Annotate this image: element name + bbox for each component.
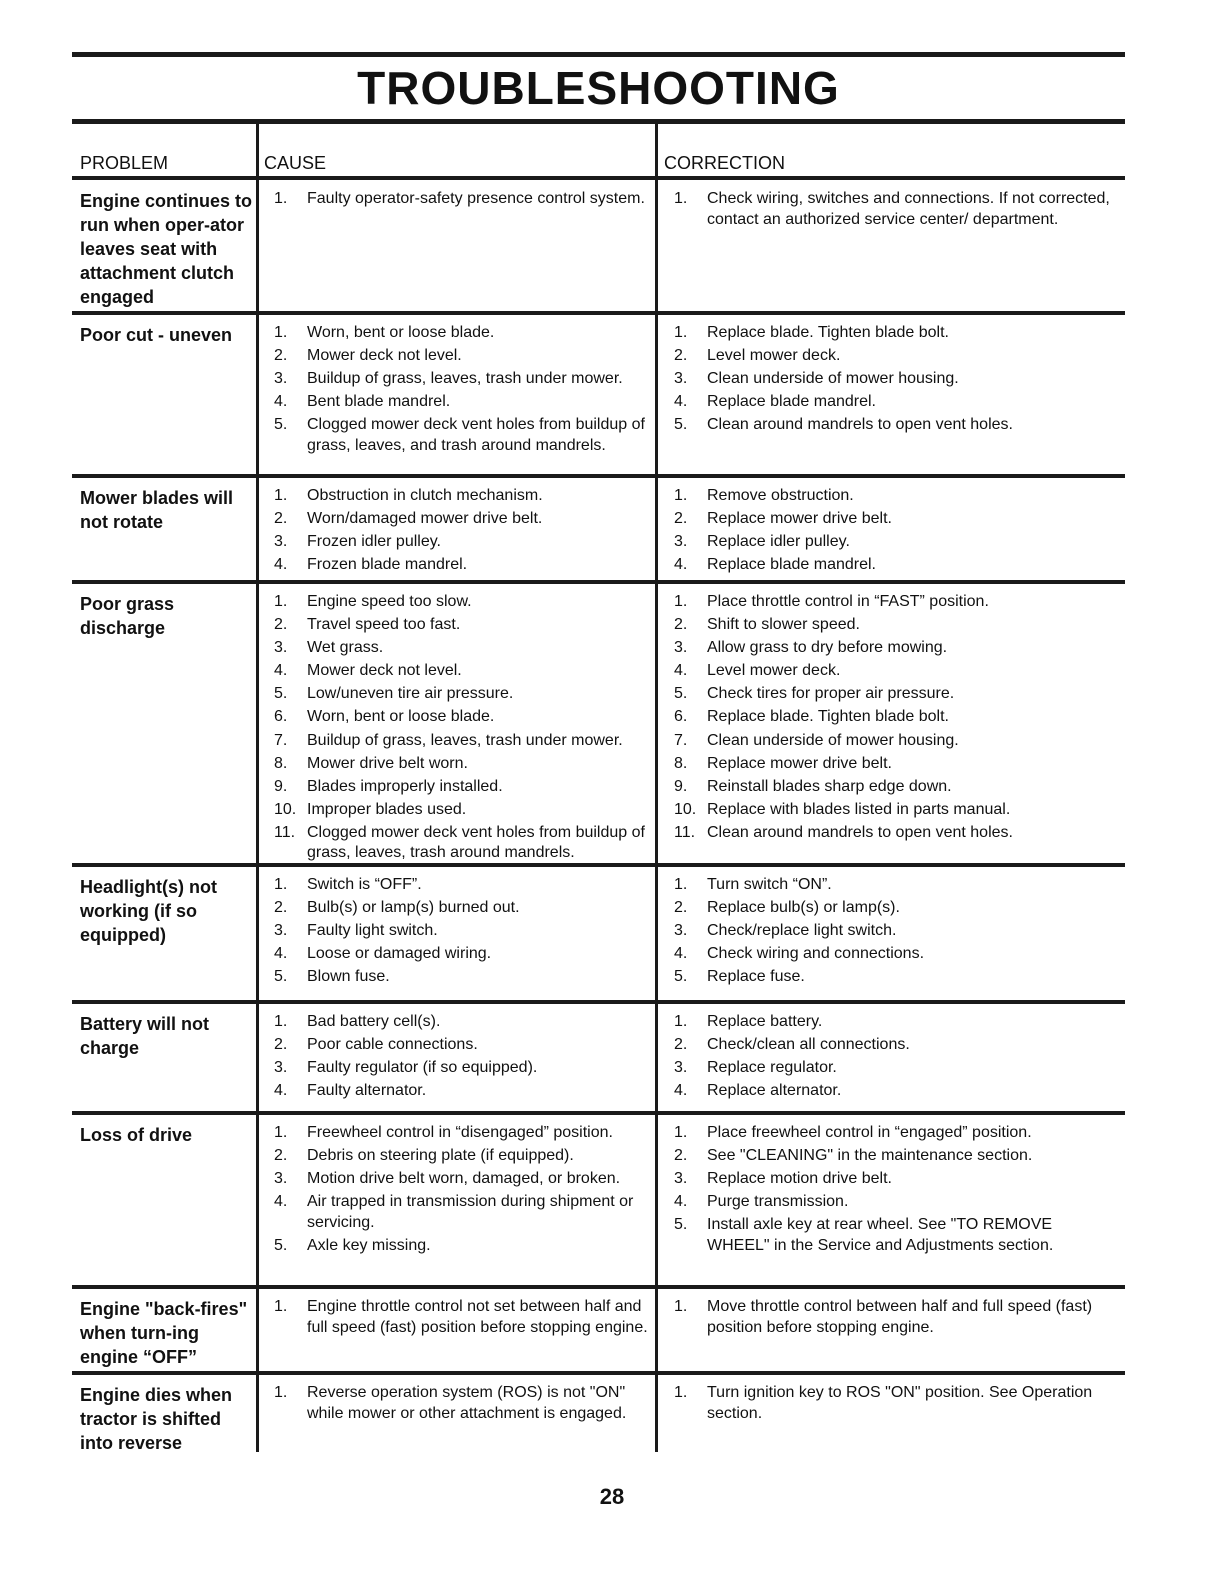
cause-number: 2. — [274, 1036, 288, 1054]
correction-number: 3. — [674, 1059, 688, 1077]
cause-text: Faulty alternator. — [307, 1082, 427, 1100]
correction-item — [670, 1215, 1110, 1256]
correction-number: 1. — [674, 1298, 688, 1315]
correction-list — [670, 323, 1110, 438]
cause-text: Buildup of grass, leaves, trash under mower. — [307, 370, 623, 388]
cause-item — [270, 509, 658, 530]
cause-number: 4. — [274, 662, 288, 680]
correction-text: Clean around mandrels to open vent holes. — [707, 416, 1013, 434]
correction-item — [670, 823, 1110, 844]
cause-text: Reverse operation system (ROS) is not "ON" while mower or other attachment is engaged. — [307, 1384, 627, 1422]
cause-text: Motion drive belt worn, damaged, or broken. — [307, 1170, 621, 1188]
cause-number: 4. — [274, 393, 288, 411]
cause-text: Blown fuse. — [307, 968, 390, 986]
correction-number: 5. — [674, 685, 688, 703]
header-rule — [72, 176, 1125, 180]
correction-text: Place freewheel control in “engaged” position. — [707, 1124, 1032, 1141]
correction-item — [670, 707, 1110, 728]
cause-number: 2. — [274, 347, 288, 365]
cause-list — [270, 1123, 658, 1259]
correction-item — [670, 592, 1110, 613]
correction-number: 4. — [674, 556, 688, 574]
cause-number: 11. — [274, 823, 296, 841]
header-cause: CAUSE — [264, 153, 327, 173]
correction-text: Check/clean all connections. — [707, 1036, 910, 1054]
cause-text: Frozen blade mandrel. — [307, 556, 468, 574]
cause-item — [270, 346, 658, 367]
cause-item — [270, 638, 658, 659]
cause-text: Wet grass. — [307, 639, 384, 657]
correction-list — [670, 875, 1110, 990]
cause-item — [270, 1058, 658, 1079]
row-separator — [72, 1000, 1125, 1004]
correction-text: Check/replace light switch. — [707, 922, 897, 940]
row-separator — [72, 1111, 1125, 1115]
correction-number: 5. — [674, 1216, 688, 1234]
correction-text: See "CLEANING" in the maintenance section. — [707, 1147, 1033, 1165]
correction-item — [670, 323, 1110, 344]
cause-text: Loose or damaged wiring. — [307, 945, 492, 963]
cause-list — [270, 189, 658, 212]
problem-text: Headlight(s) not working (if so equipped) — [80, 877, 217, 945]
correction-number: 2. — [674, 1036, 688, 1054]
cause-number: 2. — [274, 899, 288, 917]
cause-item — [270, 921, 658, 942]
row-separator — [72, 580, 1125, 584]
cause-item — [270, 1297, 658, 1338]
correction-number: 2. — [674, 510, 688, 528]
correction-item — [670, 875, 1110, 896]
cause-number: 5. — [274, 968, 288, 986]
cause-number: 1. — [274, 1298, 288, 1315]
correction-number: 11. — [674, 823, 696, 841]
correction-item — [670, 189, 1110, 230]
cause-item — [270, 323, 658, 344]
row-separator — [72, 1285, 1125, 1289]
correction-text: Replace regulator. — [707, 1059, 837, 1077]
correction-text: Purge transmission. — [707, 1193, 849, 1211]
cause-text: Bent blade mandrel. — [307, 393, 451, 411]
correction-text: Move throttle control between half and full speed (fast) position before stopping engine. — [707, 1298, 1093, 1336]
cause-item — [270, 189, 658, 210]
correction-text: Check tires for proper air pressure. — [707, 685, 955, 703]
correction-item — [670, 1383, 1110, 1424]
cause-number: 9. — [274, 777, 288, 795]
cause-list — [270, 592, 658, 867]
cause-item — [270, 555, 658, 576]
correction-item — [670, 777, 1110, 798]
correction-item — [670, 346, 1110, 367]
correction-item — [670, 1192, 1110, 1213]
cause-item — [270, 592, 658, 613]
cause-list — [270, 875, 658, 990]
correction-number: 1. — [674, 593, 688, 610]
correction-text: Replace alternator. — [707, 1082, 842, 1100]
problem-text: Battery will not charge — [80, 1014, 210, 1058]
correction-list — [670, 1383, 1110, 1427]
correction-text: Replace bulb(s) or lamp(s). — [707, 899, 900, 917]
correction-text: Replace mower drive belt. — [707, 754, 892, 772]
correction-item — [670, 615, 1110, 636]
correction-number: 2. — [674, 1147, 688, 1165]
cause-item — [270, 1035, 658, 1056]
cause-text: Faulty regulator (if so equipped). — [307, 1059, 538, 1077]
cause-number: 2. — [274, 1147, 288, 1165]
correction-item — [670, 1081, 1110, 1102]
cause-number: 4. — [274, 1193, 288, 1211]
cause-text: Mower deck not level. — [307, 347, 462, 365]
cause-number: 8. — [274, 754, 288, 772]
correction-number: 4. — [674, 393, 688, 411]
problem-text: Poor grass discharge — [80, 594, 175, 638]
correction-text: Install axle key at rear wheel. See "TO REMOVE WHEEL" in the Service and Adjustments section. — [707, 1216, 1054, 1254]
cause-number: 5. — [274, 416, 288, 434]
cause-list — [270, 1383, 658, 1427]
correction-text: Level mower deck. — [707, 347, 841, 365]
correction-number: 9. — [674, 777, 688, 795]
correction-number: 5. — [674, 968, 688, 986]
correction-list — [670, 592, 1110, 846]
cause-item — [270, 800, 658, 821]
problem-text: Engine continues to run when oper-ator leaves seat with attachment clutch engaged — [80, 191, 253, 307]
cause-item — [270, 369, 658, 390]
cause-item — [270, 823, 658, 864]
cause-item — [270, 898, 658, 919]
correction-number: 7. — [674, 731, 688, 749]
correction-item — [670, 1297, 1110, 1338]
cause-item — [270, 684, 658, 705]
cause-text: Low/uneven tire air pressure. — [307, 685, 514, 703]
cause-number: 10. — [274, 800, 297, 818]
cause-item — [270, 1383, 658, 1424]
cause-number: 5. — [274, 1236, 288, 1254]
cause-text: Improper blades used. — [307, 800, 467, 818]
cause-number: 2. — [274, 616, 288, 634]
correction-text: Shift to slower speed. — [707, 616, 860, 634]
correction-list — [670, 1012, 1110, 1104]
correction-item — [670, 967, 1110, 988]
correction-number: 3. — [674, 1170, 688, 1188]
correction-list — [670, 486, 1110, 578]
correction-item — [670, 509, 1110, 530]
correction-number: 2. — [674, 899, 688, 917]
cause-text: Mower deck not level. — [307, 662, 462, 680]
correction-item — [670, 369, 1110, 390]
correction-number: 1. — [674, 1013, 688, 1030]
correction-item — [670, 532, 1110, 553]
cause-text: Blades improperly installed. — [307, 777, 503, 795]
cause-text: Obstruction in clutch mechanism. — [307, 487, 543, 504]
cause-number: 1. — [274, 487, 288, 504]
cause-number: 5. — [274, 685, 288, 703]
correction-number: 1. — [674, 487, 688, 504]
correction-number: 1. — [674, 190, 688, 207]
correction-number: 4. — [674, 662, 688, 680]
correction-item — [670, 486, 1110, 507]
cause-number: 3. — [274, 370, 288, 388]
cause-text: Freewheel control in “disengaged” position. — [307, 1124, 613, 1141]
correction-text: Replace with blades listed in parts manual. — [707, 800, 1011, 818]
cause-item — [270, 1169, 658, 1190]
cause-text: Worn, bent or loose blade. — [307, 708, 495, 726]
correction-text: Place throttle control in “FAST” position. — [707, 593, 989, 610]
correction-text: Allow grass to dry before mowing. — [707, 639, 948, 657]
correction-text: Replace motion drive belt. — [707, 1170, 892, 1188]
correction-list — [670, 189, 1110, 233]
correction-item — [670, 638, 1110, 659]
cause-number: 3. — [274, 533, 288, 551]
cause-text: Mower drive belt worn. — [307, 754, 468, 772]
correction-text: Replace idler pulley. — [707, 533, 850, 551]
cause-list — [270, 323, 658, 459]
cause-text: Engine throttle control not set between half and full speed (fast) position before stopping engine. — [307, 1298, 648, 1336]
cause-number: 3. — [274, 1170, 288, 1188]
correction-text: Turn switch “ON”. — [707, 876, 832, 893]
correction-text: Level mower deck. — [707, 662, 841, 680]
cause-item — [270, 1146, 658, 1167]
cause-list — [270, 1297, 658, 1341]
cause-text: Clogged mower deck vent holes from buildup of grass, leaves, and trash around mandrels. — [307, 416, 645, 454]
cause-text: Bad battery cell(s). — [307, 1013, 441, 1030]
cause-item — [270, 967, 658, 988]
correction-number: 6. — [674, 708, 688, 726]
correction-number: 4. — [674, 1193, 688, 1211]
correction-text: Replace mower drive belt. — [707, 510, 892, 528]
row-separator — [72, 1371, 1125, 1375]
correction-item — [670, 731, 1110, 752]
correction-item — [670, 921, 1110, 942]
correction-list — [670, 1297, 1110, 1341]
correction-item — [670, 944, 1110, 965]
correction-item — [670, 684, 1110, 705]
correction-item — [670, 392, 1110, 413]
problem-text: Poor cut - uneven — [80, 325, 233, 345]
correction-item — [670, 800, 1110, 821]
correction-number: 2. — [674, 616, 688, 634]
correction-text: Replace blade. Tighten blade bolt. — [707, 324, 949, 341]
cause-text: Worn, bent or loose blade. — [307, 324, 495, 341]
correction-item — [670, 415, 1110, 436]
cause-number: 1. — [274, 324, 288, 341]
correction-item — [670, 1123, 1110, 1144]
correction-number: 5. — [674, 416, 688, 434]
correction-text: Remove obstruction. — [707, 487, 854, 504]
cause-item — [270, 944, 658, 965]
correction-text: Clean around mandrels to open vent holes. — [707, 823, 1013, 841]
cause-text: Clogged mower deck vent holes from buildup of grass, leaves, trash around mandrels. — [307, 823, 645, 862]
cause-text: Switch is “OFF”. — [307, 876, 422, 893]
cause-number: 4. — [274, 556, 288, 574]
cause-list — [270, 486, 658, 578]
cause-number: 6. — [274, 708, 288, 726]
correction-number: 3. — [674, 370, 688, 388]
cause-item — [270, 661, 658, 682]
correction-item — [670, 754, 1110, 775]
correction-number: 3. — [674, 922, 688, 940]
cause-item — [270, 1192, 658, 1233]
column-divider-cause — [256, 124, 259, 1452]
page-title: TROUBLESHOOTING — [357, 62, 840, 114]
cause-text: Air trapped in transmission during shipment or servicing. — [307, 1193, 634, 1231]
cause-item — [270, 415, 658, 456]
top-rule — [72, 52, 1125, 57]
cause-number: 4. — [274, 945, 288, 963]
cause-item — [270, 754, 658, 775]
cause-item — [270, 392, 658, 413]
cause-item — [270, 875, 658, 896]
cause-text: Bulb(s) or lamp(s) burned out. — [307, 899, 520, 917]
correction-text: Turn ignition key to ROS "ON" position. See Operation section. — [707, 1384, 1093, 1422]
cause-item — [270, 615, 658, 636]
correction-text: Clean underside of mower housing. — [707, 370, 959, 388]
header-correction: CORRECTION — [664, 153, 785, 173]
cause-text: Faulty light switch. — [307, 922, 438, 940]
correction-text: Clean underside of mower housing. — [707, 731, 959, 749]
row-separator — [72, 311, 1125, 315]
cause-number: 1. — [274, 1384, 288, 1401]
header-problem: PROBLEM — [80, 153, 169, 173]
cause-number: 7. — [274, 731, 288, 749]
cause-text: Frozen idler pulley. — [307, 533, 441, 551]
cause-item — [270, 1236, 658, 1257]
cause-item — [270, 1081, 658, 1102]
correction-text: Replace fuse. — [707, 968, 805, 986]
correction-number: 4. — [674, 945, 688, 963]
page-number: 28 — [599, 1484, 625, 1509]
row-separator — [72, 474, 1125, 478]
cause-text: Worn/damaged mower drive belt. — [307, 510, 543, 528]
cause-number: 1. — [274, 876, 288, 893]
cause-text: Debris on steering plate (if equipped). — [307, 1147, 574, 1165]
correction-text: Check wiring, switches and connections. If not corrected, contact an authorized service center/ department. — [707, 190, 1110, 228]
cause-item — [270, 1123, 658, 1144]
correction-number: 3. — [674, 533, 688, 551]
cause-number: 3. — [274, 922, 288, 940]
correction-item — [670, 1035, 1110, 1056]
problem-text: Engine dies when tractor is shifted into reverse — [80, 1385, 233, 1453]
cause-number: 3. — [274, 1059, 288, 1077]
correction-text: Reinstall blades sharp edge down. — [707, 777, 952, 795]
problem-text: Loss of drive — [80, 1125, 193, 1145]
cause-item — [270, 1012, 658, 1033]
cause-text: Poor cable connections. — [307, 1036, 478, 1054]
cause-list — [270, 1012, 658, 1104]
cause-text: Travel speed too fast. — [307, 616, 461, 634]
cause-number: 1. — [274, 1013, 288, 1030]
correction-list — [670, 1123, 1110, 1259]
cause-item — [270, 707, 658, 728]
cause-number: 1. — [274, 190, 288, 207]
correction-text: Replace blade mandrel. — [707, 393, 876, 411]
correction-number: 1. — [674, 876, 688, 893]
cause-number: 2. — [274, 510, 288, 528]
correction-number: 2. — [674, 347, 688, 365]
cause-item — [270, 532, 658, 553]
correction-number: 1. — [674, 1124, 688, 1141]
problem-text: Mower blades will not rotate — [80, 488, 234, 532]
cause-text: Faulty operator-safety presence control system. — [307, 190, 645, 207]
correction-number: 4. — [674, 1082, 688, 1100]
cause-text: Axle key missing. — [307, 1236, 431, 1254]
cause-number: 3. — [274, 639, 288, 657]
cause-number: 4. — [274, 1082, 288, 1100]
correction-number: 1. — [674, 1384, 688, 1401]
correction-number: 10. — [674, 800, 697, 818]
cause-text: Engine speed too slow. — [307, 593, 472, 610]
correction-item — [670, 1169, 1110, 1190]
correction-number: 3. — [674, 639, 688, 657]
cause-item — [270, 731, 658, 752]
cause-item — [270, 777, 658, 798]
cause-number: 1. — [274, 593, 288, 610]
correction-item — [670, 898, 1110, 919]
title-rule — [72, 119, 1125, 124]
correction-item — [670, 1058, 1110, 1079]
correction-item — [670, 1012, 1110, 1033]
problem-text: Engine "back-fires" when turn-ing engine “OFF” — [80, 1299, 248, 1367]
correction-item — [670, 1146, 1110, 1167]
correction-text: Replace blade mandrel. — [707, 556, 876, 574]
correction-item — [670, 661, 1110, 682]
correction-text: Replace blade. Tighten blade bolt. — [707, 708, 949, 726]
correction-text: Check wiring and connections. — [707, 945, 925, 963]
correction-text: Replace battery. — [707, 1013, 823, 1030]
correction-number: 1. — [674, 324, 688, 341]
cause-text: Buildup of grass, leaves, trash under mower. — [307, 731, 623, 749]
cause-number: 1. — [274, 1124, 288, 1141]
correction-item — [670, 555, 1110, 576]
correction-number: 8. — [674, 754, 688, 772]
cause-item — [270, 486, 658, 507]
